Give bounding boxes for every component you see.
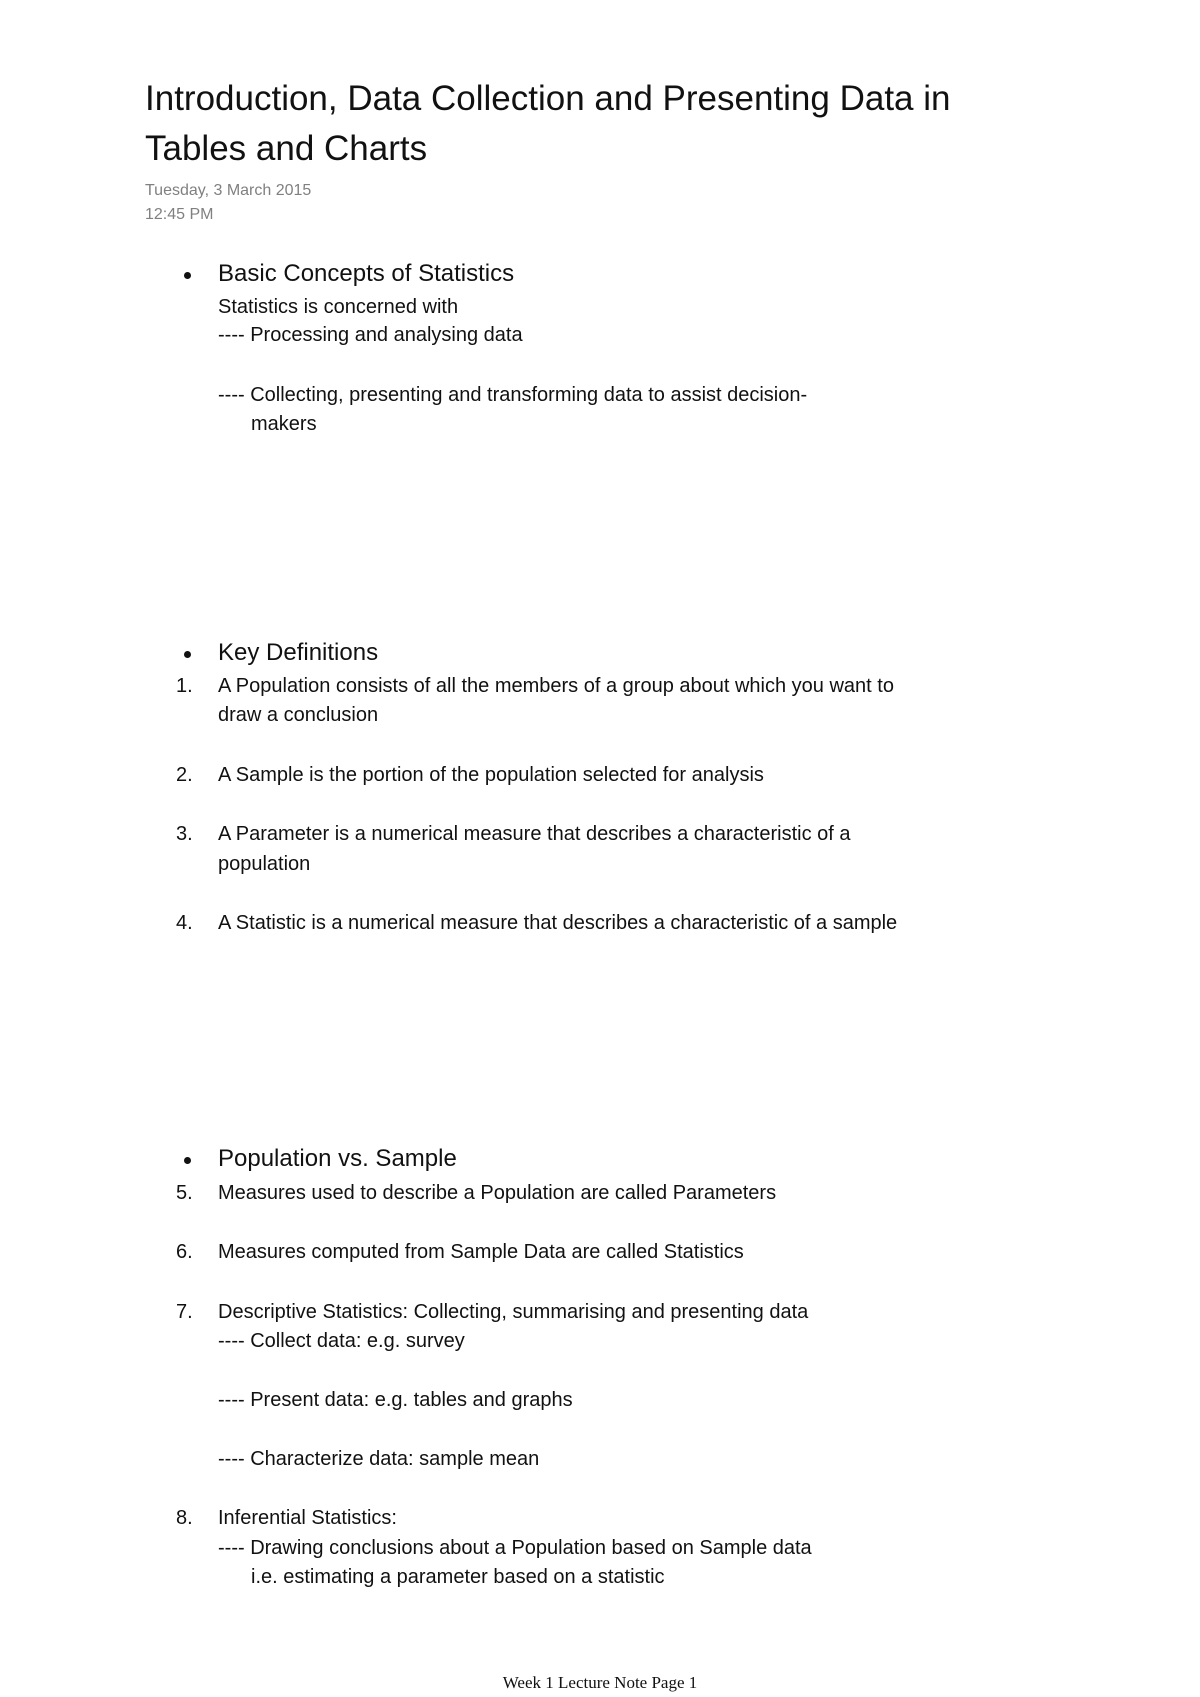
list-number: 3. (176, 823, 193, 845)
list-number: 1. (176, 675, 193, 697)
list-item-text: A Population consists of all the members of a group about which you want to (218, 675, 894, 697)
basic-intro: Statistics is concerned with (218, 296, 459, 318)
basic-line-2-cont: makers (251, 413, 317, 435)
list-item-text: draw a conclusion (218, 704, 379, 726)
bullet-icon (184, 651, 191, 658)
list-item-text: ---- Drawing conclusions about a Population based on Sample data (218, 1537, 812, 1559)
section-heading-basic: Basic Concepts of Statistics (218, 260, 515, 287)
page-footer: Week 1 Lecture Note Page 1 (502, 1673, 698, 1692)
note-time: 12:45 PM (145, 206, 214, 223)
list-number: 6. (176, 1241, 193, 1263)
list-number: 5. (176, 1182, 193, 1204)
section-heading-definitions: Key Definitions (218, 639, 379, 666)
list-number: 2. (176, 764, 193, 786)
list-item-text: A Sample is the portion of the population selected for analysis (218, 764, 764, 786)
basic-line-1: ---- Processing and analysing data (218, 324, 523, 346)
list-item-text: A Statistic is a numerical measure that describes a characteristic of a sample (218, 912, 898, 934)
list-item-text: Measures used to describe a Population are called Parameters (218, 1182, 777, 1204)
section-heading-popvs: Population vs. Sample (218, 1145, 457, 1172)
list-item-text: ---- Present data: e.g. tables and graphs (218, 1389, 573, 1411)
list-number: 7. (176, 1301, 193, 1323)
list-item-text: i.e. estimating a parameter based on a statistic (251, 1566, 665, 1588)
basic-line-2: ---- Collecting, presenting and transforming data to assist decision- (218, 384, 808, 406)
list-item-text: ---- Collect data: e.g. survey (218, 1330, 465, 1352)
list-item-text: Inferential Statistics: (218, 1507, 397, 1529)
bullet-icon (184, 272, 191, 279)
list-item-text: A Parameter is a numerical measure that describes a characteristic of a (218, 823, 851, 845)
bullet-icon (184, 1157, 191, 1164)
list-number: 8. (176, 1507, 193, 1529)
list-number: 4. (176, 912, 193, 934)
list-item-text: Descriptive Statistics: Collecting, summarising and presenting data (218, 1301, 809, 1323)
note-date: Tuesday, 3 March 2015 (145, 182, 312, 199)
list-item-text: population (218, 853, 311, 875)
page-title: Introduction, Data Collection and Presenting Data in Tables and Charts (145, 79, 951, 168)
list-item-text: Measures computed from Sample Data are called Statistics (218, 1241, 744, 1263)
list-item-text: ---- Characterize data: sample mean (218, 1448, 540, 1470)
